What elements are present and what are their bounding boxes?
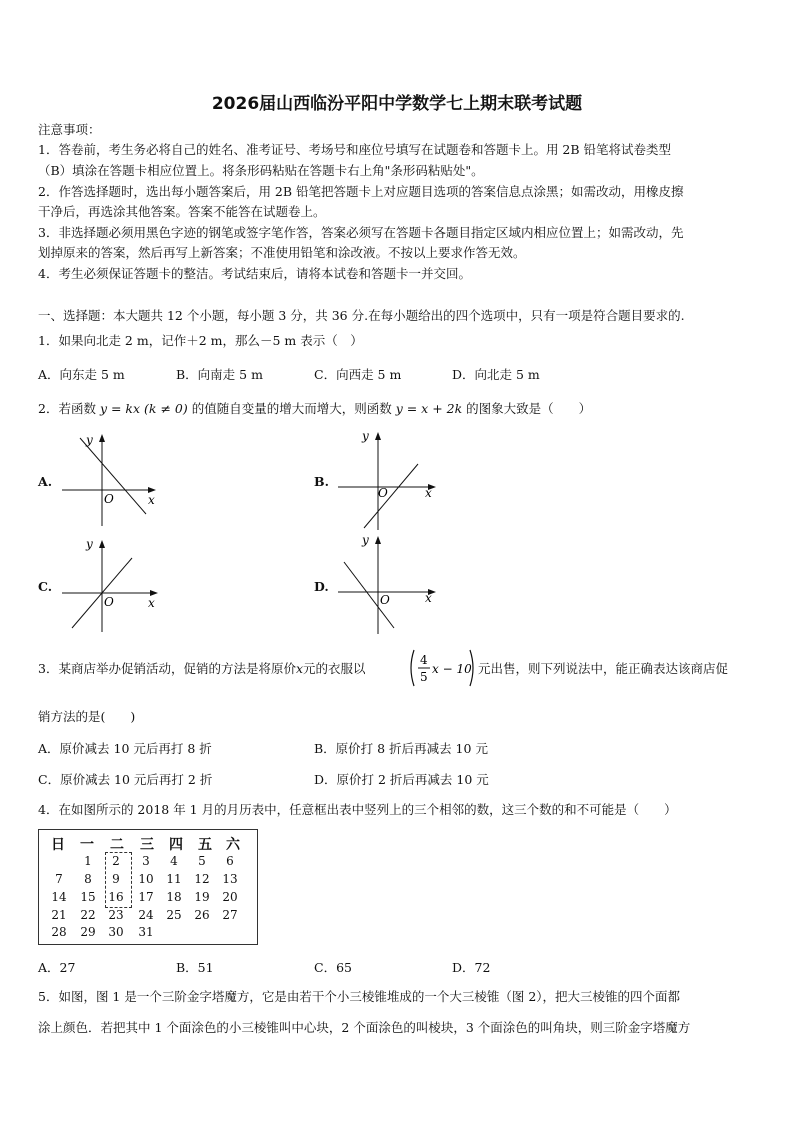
section-heading: 一、选择题：本大题共 12 个小题，每小题 3 分，共 36 分.在每小题给出的四个选项中，只有一项是符合题目要求的. [38, 308, 685, 323]
origin-label: O [104, 492, 114, 506]
q2-graph-c [58, 536, 178, 634]
q4-option-a: A．27 [38, 960, 76, 975]
q1-option-c: C．向西走 5 m [314, 367, 402, 382]
y-axis-label: y [362, 429, 369, 443]
calendar-day: 22 [80, 908, 96, 922]
calendar-day: 21 [51, 908, 67, 922]
q2-label-c: C. [38, 579, 53, 594]
calendar-day: 24 [138, 908, 154, 922]
notice-line: 1．答卷前，考生务必将自己的姓名、准考证号、考场号和座位号填写在试题卷和答题卡上。用 2B 铅笔将试卷类型 [38, 142, 672, 157]
x-axis-label: x [425, 486, 432, 500]
calendar-day: 19 [194, 890, 210, 904]
calendar-day: 16 [108, 890, 124, 904]
notice-line: 4．考生必须保证答题卡的整洁。考试结束后，请将本试卷和答题卡一并交回。 [38, 266, 471, 281]
calendar-day: 5 [198, 854, 206, 868]
calendar-day: 30 [108, 925, 124, 939]
origin-label: O [380, 593, 390, 607]
q4-option-c: C．65 [314, 960, 352, 975]
calendar-day: 20 [222, 890, 238, 904]
q2-graph-a [58, 428, 178, 528]
q3-option-a: A．原价减去 10 元后再打 8 折 [38, 741, 212, 756]
calendar-day: 27 [222, 908, 238, 922]
q3-stem-line-1 [38, 661, 366, 677]
q3-frac-rest: x − 10 [432, 662, 472, 676]
q2-stem-c: 的图象大致是（ ） [466, 401, 592, 416]
calendar-day: 25 [166, 908, 182, 922]
origin-label: O [104, 595, 114, 609]
calendar-day: 17 [138, 890, 154, 904]
q3-stem-b: 元的衣服以 [303, 661, 366, 676]
q2-label-b: B. [314, 474, 329, 489]
notice-line: （B）填涂在答题卡相应位置上。将条形码粘贴在答题卡右上角"条形码粘贴处"。 [38, 163, 484, 178]
calendar-day: 13 [222, 872, 238, 886]
calendar-day: 18 [166, 890, 182, 904]
q3-stem-a: 3．某商店举办促销活动，促销的方法是将原价 [38, 661, 296, 676]
q5-line: 涂上颜色．若把其中 1 个面涂色的小三棱锥叫中心块，2 个面涂色的叫棱块，3 个面涂色的叫角块，则三阶金字塔魔方 [38, 1020, 691, 1035]
highlight-box [105, 852, 132, 908]
calendar-day: 23 [108, 908, 124, 922]
weekday-header: 五 [198, 837, 212, 853]
weekday-header: 六 [226, 837, 240, 853]
calendar-day: 28 [51, 925, 67, 939]
notice-line: 干净后，再选涂其他答案。答案不能答在试题卷上。 [38, 204, 326, 219]
q4-option-b: B．51 [176, 960, 214, 975]
origin-label: O [378, 486, 388, 500]
q3-fraction-expression [408, 648, 476, 688]
notice-line: 2．作答选择题时，选出每小题答案后，用 2B 铅笔把答题卡上对应题目选项的答案信息点涂黑；如需改动，用橡皮擦 [38, 184, 684, 199]
q3-option-c: C．原价减去 10 元后再打 2 折 [38, 772, 213, 787]
weekday-header: 三 [140, 837, 154, 853]
weekday-header: 一 [80, 837, 94, 853]
calendar-day: 8 [84, 872, 92, 886]
calendar-day: 9 [112, 872, 120, 886]
notice-heading: 注意事项： [38, 122, 101, 137]
q1-option-a: A．向东走 5 m [38, 367, 125, 382]
calendar-day: 14 [51, 890, 67, 904]
notice-line: 3．非选择题必须用黑色字迹的钢笔或签字笔作答，答案必须写在答题卡各题目指定区域内相应位置上；如需改动，先 [38, 225, 684, 240]
q3-frac-num: 4 [420, 653, 428, 667]
q2-stem [38, 401, 591, 417]
q2-stem-b: 的值随自变量的增大而增大，则函数 [191, 401, 392, 416]
calendar-day: 3 [142, 854, 150, 868]
q5-line: 5．如图，图 1 是一个三阶金字塔魔方，它是由若干个小三棱锥堆成的一个大三棱锥（图 2），把大三棱锥的四个面都 [38, 989, 681, 1004]
y-axis-label: y [362, 533, 369, 547]
notice-line: 划掉原来的答案，然后再写上新答案；不准使用铅笔和涂改液。不按以上要求作答无效。 [38, 245, 526, 260]
q3-option-b: B．原价打 8 折后再减去 10 元 [314, 741, 488, 756]
q2-label-a: A. [38, 474, 53, 489]
calendar-day: 2 [112, 854, 120, 868]
weekday-header: 日 [51, 837, 65, 853]
y-axis-label: y [86, 537, 93, 551]
calendar-day: 10 [138, 872, 154, 886]
calendar-day: 4 [170, 854, 178, 868]
calendar-day: 12 [194, 872, 210, 886]
calendar-day: 11 [166, 872, 182, 886]
q1-option-b: B．向南走 5 m [176, 367, 263, 382]
q3-stem-d: 销方法的是( ) [38, 709, 136, 724]
q3-var: x [295, 661, 304, 676]
calendar-day: 7 [55, 872, 63, 886]
calendar-day: 6 [226, 854, 234, 868]
weekday-header: 二 [110, 837, 124, 853]
x-axis-label: x [148, 493, 155, 507]
q2-formula-1: y = kx (k ≠ 0) [99, 401, 188, 416]
weekday-header: 四 [169, 837, 183, 853]
page-title: 2026届山西临汾平阳中学数学七上期末联考试题 [211, 94, 583, 114]
q1-option-d: D．向北走 5 m [452, 367, 540, 382]
q2-graph-d [334, 532, 454, 636]
y-axis-label: y [86, 433, 93, 447]
q3-frac-den: 5 [420, 670, 428, 684]
x-axis-label: x [148, 596, 155, 610]
calendar-day: 15 [80, 890, 96, 904]
q2-label-d: D. [314, 579, 329, 594]
q3-option-d: D．原价打 2 折后再减去 10 元 [314, 772, 489, 787]
q1-stem: 1．如果向北走 2 m，记作＋2 m，那么－5 m 表示（ ） [38, 333, 363, 348]
calendar-day: 26 [194, 908, 210, 922]
q2-stem-a: 2．若函数 [38, 401, 96, 416]
calendar-day: 1 [84, 854, 92, 868]
x-axis-label: x [425, 591, 432, 605]
q4-option-d: D．72 [452, 960, 491, 975]
q2-formula-2: y = x + 2k [395, 401, 463, 416]
calendar-table [38, 829, 258, 945]
q4-stem: 4．在如图所示的 2018 年 1 月的月历表中，任意框出表中竖列上的三个相邻的数，这三个数的和不可能是（ ） [38, 802, 677, 817]
q3-stem-c: 元出售，则下列说法中，能正确表达该商店促 [478, 661, 729, 676]
calendar-day: 29 [80, 925, 96, 939]
q2-graph-b [334, 428, 454, 532]
calendar-day: 31 [138, 925, 154, 939]
